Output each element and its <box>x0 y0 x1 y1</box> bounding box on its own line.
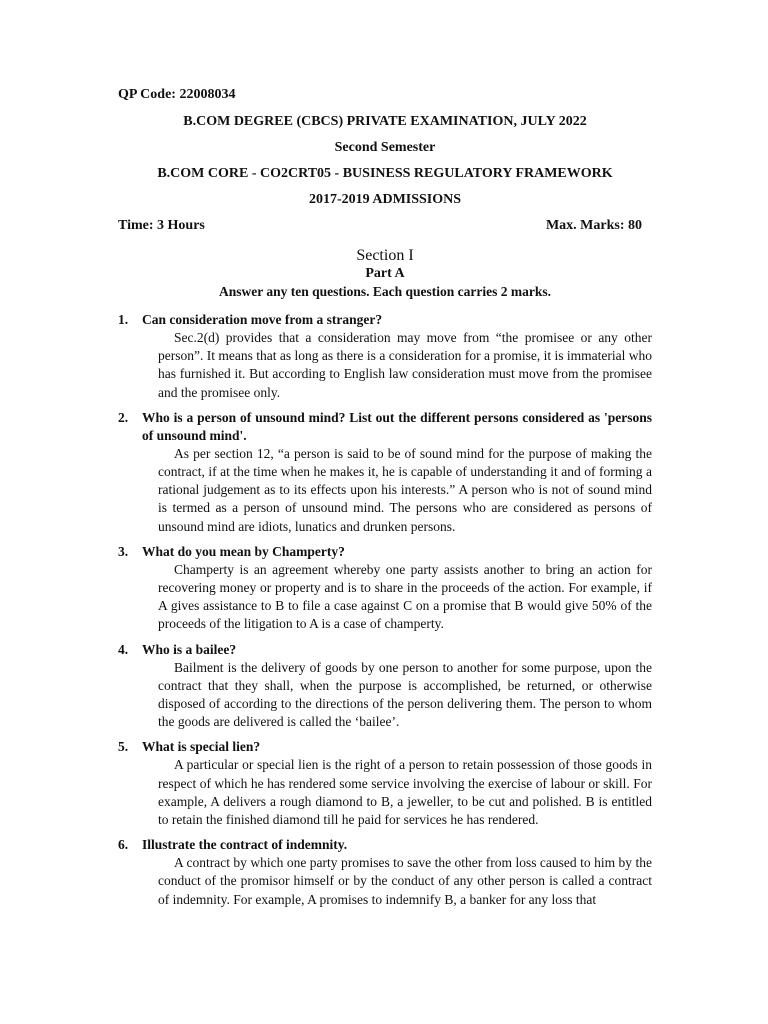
question-text: What is special lien? <box>142 739 261 755</box>
time-marks-row <box>118 217 652 235</box>
exam-title: B.COM DEGREE (CBCS) PRIVATE EXAMINATION, JULY 2022 <box>183 114 587 129</box>
question-number: 5. <box>118 739 129 755</box>
answer-text: Sec.2(d) provides that a consideration may move from “the promisee or any other person”. It means that as long as there is a consideration for a promise, it is immaterial who has furnished it. But according to English law consideration must move from the promisee and the promisee only. <box>158 330 652 400</box>
question-item <box>118 738 652 829</box>
question-text: Illustrate the contract of indemnity. <box>142 837 348 853</box>
question-number: 2. <box>118 409 129 425</box>
qp-code: QP Code: 22008034 <box>118 87 236 102</box>
question-item <box>118 641 652 732</box>
question-item <box>118 543 652 634</box>
question-text: Who is a bailee? <box>142 641 237 657</box>
question-text: Can consideration move from a stranger? <box>142 312 383 327</box>
question-text: What do you mean by Champerty? <box>142 543 345 559</box>
question-number: 6. <box>118 837 129 853</box>
section-instructions: Answer any ten questions. Each question carries 2 marks. <box>218 284 551 299</box>
question-number: 3. <box>118 543 129 559</box>
section-title: Section I <box>356 247 414 264</box>
answer-text: A contract by which one party promises to save the other from loss caused to him by the conduct of the promisor himself or by the conduct of any other person is called a contract of indemnity. For example, A promises to indemnify B, a banker for any loss that <box>158 855 652 907</box>
answer-text: Bailment is the delivery of goods by one person to another for some purpose, upon the contract that they shall, when the purpose is accomplished, be returned, or otherwise disposed of according to the directions of the person delivering them. The person to whom the goods are delivered is called the ‘bailee’. <box>158 659 652 730</box>
question-number: 1. <box>118 312 129 327</box>
time-allowed: Time: 3 Hours <box>118 218 205 233</box>
question-item <box>118 836 652 909</box>
answer-text: A particular or special lien is the right of a person to retain possession of those goods in respect of which he has rendered some service involving the exercise of labour or skill. For example, A delivers a rough diamond to B, a jeweller, to be cut and polished. B is entitled to retain the finished diamond till he paid for services he has rendered. <box>158 757 652 828</box>
admissions: 2017-2019 ADMISSIONS <box>308 192 462 207</box>
part-title: Part A <box>365 266 405 281</box>
max-marks: Max. Marks: 80 <box>545 218 642 233</box>
exam-page <box>118 86 652 916</box>
question-text: Who is a person of unsound mind? List out the different persons considered as 'persons of unsound mind'. <box>142 409 652 443</box>
answer-text: Champerty is an agreement whereby one party assists another to bring an action for recovering money or property and is to share in the proceeds of the action. For example, if A gives assistance to B to file a case against C on a promise that B would give 50% of the proceeds of the litigation to A is a case of champerty. <box>158 561 652 632</box>
question-number: 4. <box>118 641 129 657</box>
course-title: B.COM CORE - CO2CRT05 - BUSINESS REGULATORY FRAMEWORK <box>157 166 613 181</box>
question-item <box>118 311 652 402</box>
question-item <box>118 409 652 536</box>
answer-text: As per section 12, “a person is said to be of sound mind for the purpose of making the contract, if at the time when he makes it, he is capable of understanding it and of forming a rational judgement as to its effects upon his interests.” A person who is not of sound mind is termed as a person of unsound mind. The persons who are considered as persons of unsound mind are idiots, lunatics and drunken persons. <box>158 445 652 534</box>
semester: Second Semester <box>334 140 436 155</box>
